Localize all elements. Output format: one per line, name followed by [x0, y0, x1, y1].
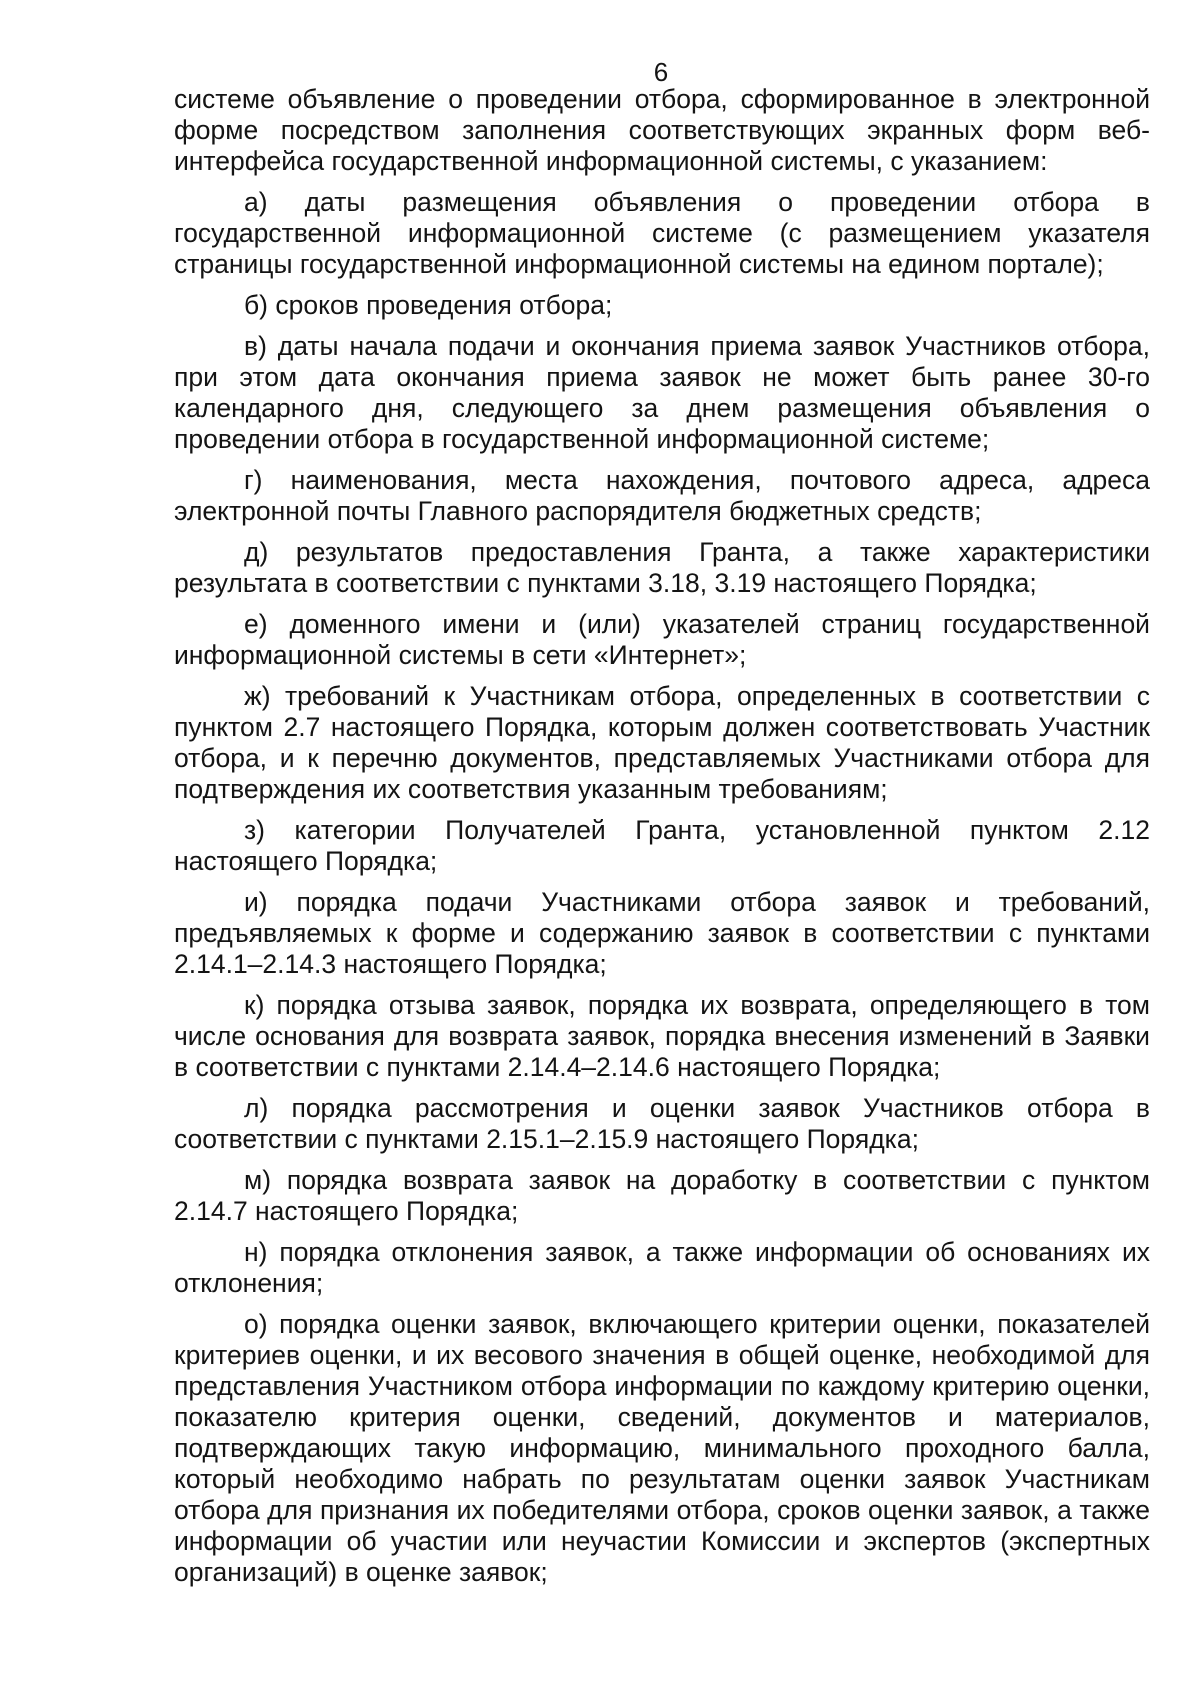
list-item-d: д) результатов предоставления Гранта, а также характеристики результата в соответствии с пунктами 3.18, 3.19 настоящего Порядка; [174, 537, 1150, 598]
list-item-z: з) категории Получателей Гранта, установленной пунктом 2.12 настоящего Порядка; [174, 815, 1150, 876]
paragraph-intro: системе объявление о проведении отбора, сформированное в электронной форме посредством заполнения соответствующих экранных форм веб-интерфейса государственной информационной системы, с указанием: [174, 84, 1150, 176]
list-item-l: л) порядка рассмотрения и оценки заявок Участников отбора в соответствии с пунктами 2.15.1–2.15.9 настоящего Порядка; [174, 1093, 1150, 1154]
list-item-zh: ж) требований к Участникам отбора, определенных в соответствии с пунктом 2.7 настоящего Порядка, которым должен соответствовать Участник отбора, и к перечню документов, представляемых Участниками отбора для подтверждения их соответствия указанным требованиям; [174, 681, 1150, 804]
list-item-e: е) доменного имени и (или) указателей страниц государственной информационной системы в сети «Интернет»; [174, 609, 1150, 670]
list-item-i: и) порядка подачи Участниками отбора заявок и требований, предъявляемых к форме и содержанию заявок в соответствии с пунктами 2.14.1–2.14.3 настоящего Порядка; [174, 887, 1150, 979]
list-item-g: г) наименования, места нахождения, почтового адреса, адреса электронной почты Главного распорядителя бюджетных средств; [174, 465, 1150, 526]
list-item-m: м) порядка возврата заявок на доработку в соответствии с пунктом 2.14.7 настоящего Порядка; [174, 1165, 1150, 1226]
list-item-k: к) порядка отзыва заявок, порядка их возврата, определяющего в том числе основания для возврата заявок, порядка внесения изменений в Заявки в соответствии с пунктами 2.14.4–2.14.6 настоящего Порядка; [174, 990, 1150, 1082]
list-item-a: а) даты размещения объявления о проведении отбора в государственной информационной системе (с размещением указателя страницы государственной информационной системы на едином портале); [174, 187, 1150, 279]
document-body [174, 84, 1150, 1598]
list-item-v: в) даты начала подачи и окончания приема заявок Участников отбора, при этом дата окончания приема заявок не может быть ранее 30-го календарного дня, следующего за днем размещения объявления о проведении отбора в государственной информационной системе; [174, 331, 1150, 454]
page-number: 6 [653, 57, 669, 87]
list-item-n: н) порядка отклонения заявок, а также информации об основаниях их отклонения; [174, 1237, 1150, 1298]
list-item-b: б) сроков проведения отбора; [244, 290, 613, 320]
list-item-o: о) порядка оценки заявок, включающего критерии оценки, показателей критериев оценки, и их весового значения в общей оценке, необходимой для представления Участником отбора информации по каждому критерию оценки, показателю критерия оценки, сведений, документов и материалов, подтверждающих такую информацию, минимального проходного балла, который необходимо набрать по результатам оценки заявок Участникам отбора для признания их победителями отбора, сроков оценки заявок, а также информации об участии или неучастии Комиссии и экспертов (экспертных организаций) в оценке заявок; [174, 1309, 1150, 1587]
